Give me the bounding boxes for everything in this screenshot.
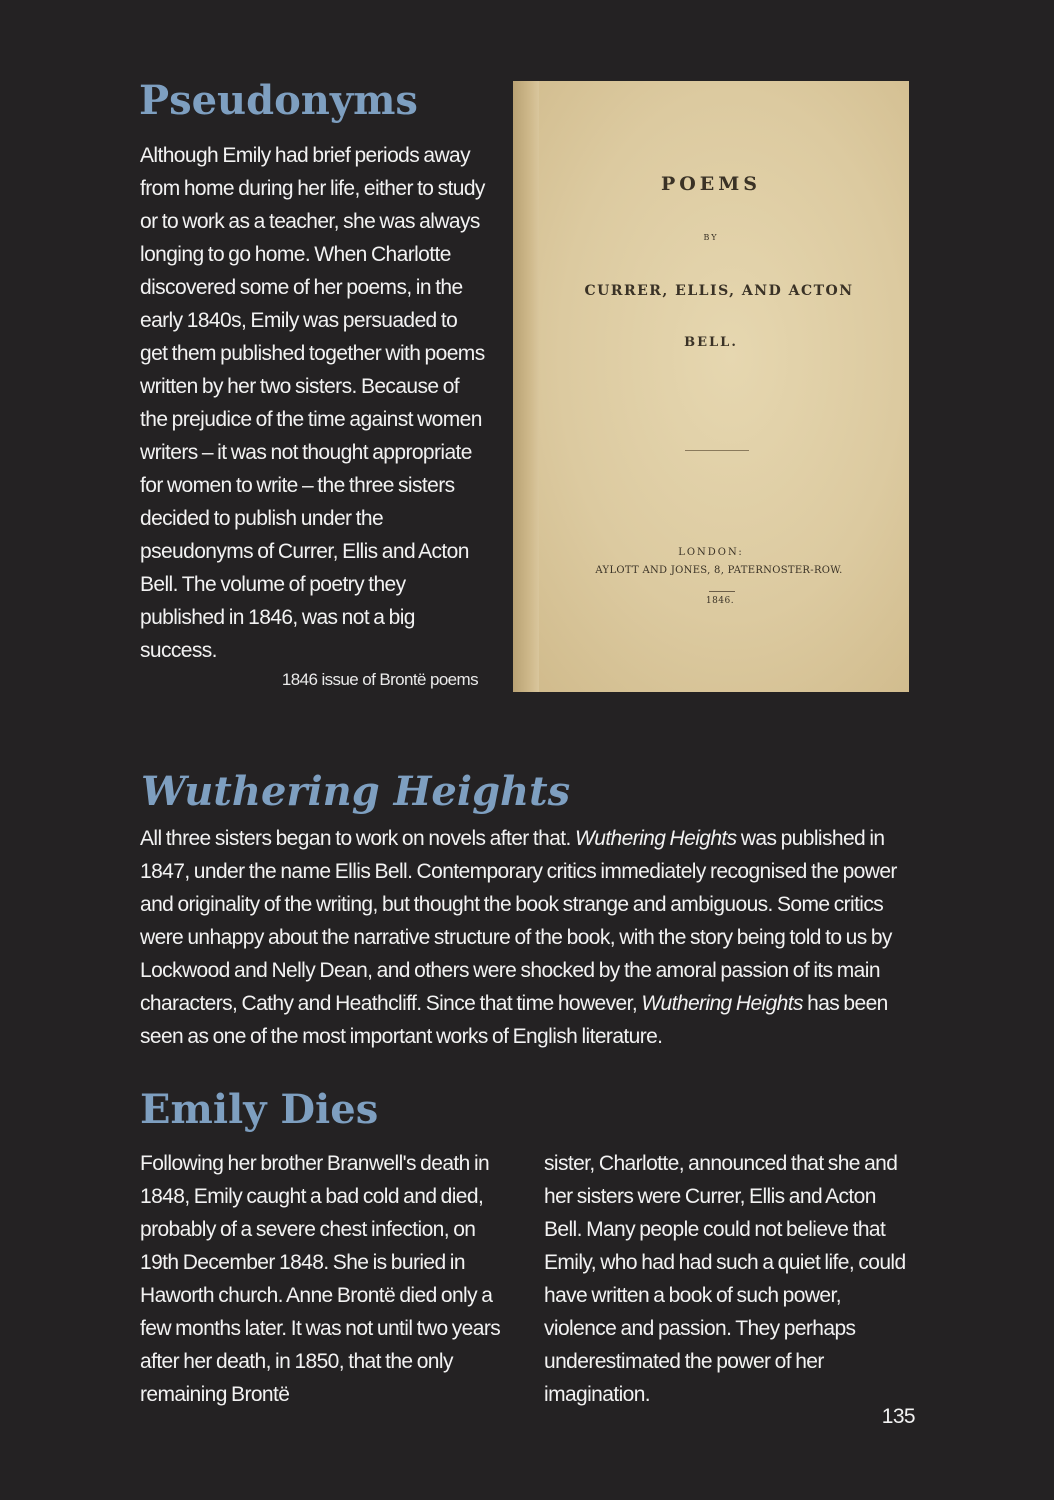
paragraph-wuthering-heights bbox=[140, 822, 920, 1053]
paragraph-text: All three sisters began to work on novels after that. bbox=[140, 827, 576, 850]
cover-publisher: AYLOTT AND JONES, 8, PATERNOSTER-ROW. bbox=[595, 565, 843, 576]
paragraph-text: has been seen as one of the most important works of English literature. bbox=[140, 992, 888, 1048]
cover-title: POEMS bbox=[660, 173, 762, 195]
cover-surname: BELL. bbox=[684, 335, 738, 350]
image-caption: 1846 issue of Brontë poems bbox=[281, 670, 478, 689]
section-heading-wuthering-heights: Wuthering Heights bbox=[141, 768, 571, 815]
cover-year: 1846. bbox=[705, 596, 735, 606]
book-title-italic: Wuthering Heights bbox=[641, 992, 803, 1015]
section-heading-emily-dies: Emily Dies bbox=[140, 1086, 379, 1133]
page-number: 135 bbox=[881, 1405, 915, 1428]
paragraph-pseudonyms: Although Emily had brief periods away from home during her life, either to study or to work as a teacher, she was always longing to go home. When Charlotte discovered some of her poems, in the early 1840s, Emily was persuaded to get them published together with poems written by her two sisters. Because of the prejudice of the time against women writers – it was not thought appropriate for women to write – the three sisters decided to publish under the pseudonyms of Currer, Ellis and Acton Bell. The volume of poetry they published in 1846, was not a big success. bbox=[140, 144, 485, 662]
poems-book-cover-image bbox=[513, 81, 909, 692]
cover-authors: CURRER, ELLIS, AND ACTON bbox=[584, 283, 854, 299]
cover-city: LONDON: bbox=[678, 547, 744, 558]
cover-divider bbox=[685, 450, 749, 451]
paragraph-emily-dies-right-column: sister, Charlotte, announced that she and her sisters were Currer, Ellis and Acton Bell. Many people could not believe that Emily, who had had such a quiet life, could have written a book of such power, violence and passion. They perhaps underestimated the power of her imagination. bbox=[544, 1152, 906, 1406]
paragraph-emily-dies-left-column: Following her brother Branwell's death in 1848, Emily caught a bad cold and died, probably of a severe chest infection, on 19th December 1848. She is buried in Haworth church. Anne Brontë died only a few months later. It was not until two years after her death, in 1850, that the only remaining Brontë bbox=[140, 1152, 501, 1406]
book-title-italic: Wuthering Heights bbox=[575, 827, 737, 850]
paragraph-text: was published in 1847, under the name Ellis Bell. Contemporary critics immediately recognised the power and originality of the writing, but thought the book strange and ambiguous. Some critics were unhappy about the narrative structure of the book, with the story being told to us by Lockwood and Nelly Dean, and others were shocked by the amoral passion of its main characters, Cathy and Heathcliff. Since that time however, bbox=[140, 827, 897, 1015]
cover-year-divider bbox=[709, 591, 735, 592]
cover-by: BY bbox=[703, 233, 719, 242]
section-heading-pseudonyms: Pseudonyms bbox=[139, 77, 418, 124]
